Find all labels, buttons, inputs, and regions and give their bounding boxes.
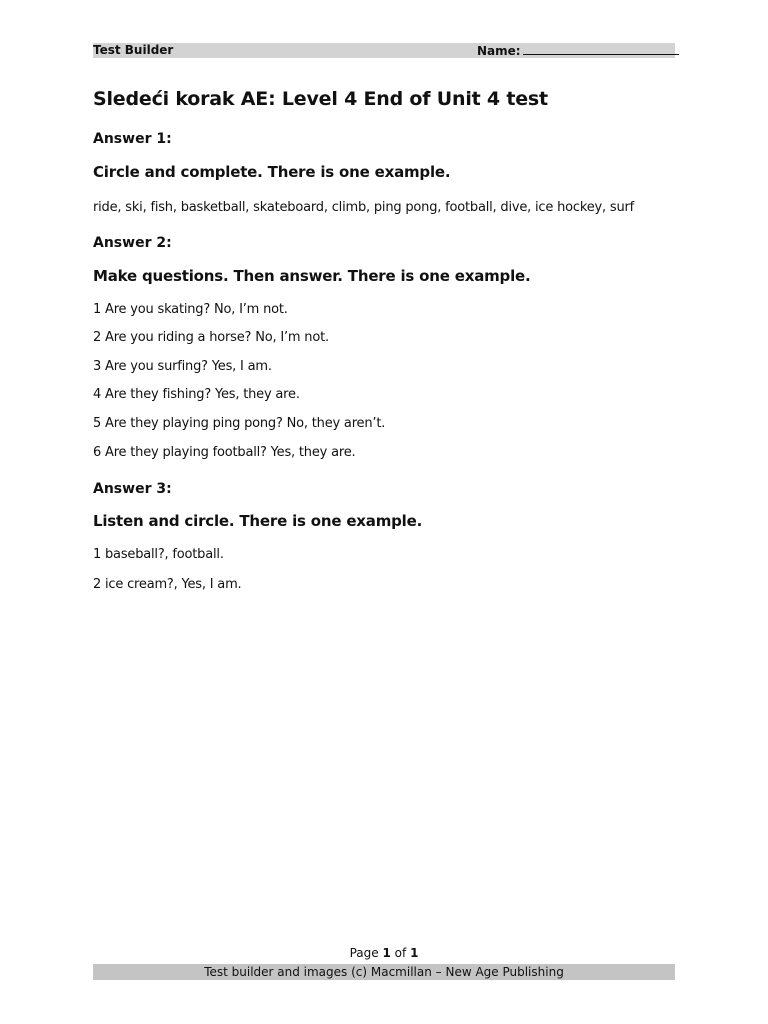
answer-2-line-6: 6 Are they playing football? Yes, they are.: [93, 445, 356, 460]
answer-2-line-2: 2 Are you riding a horse? No, I’m not.: [93, 330, 329, 345]
answer-2-instruction: Make questions. Then answer. There is one example.: [93, 267, 531, 285]
name-blank-line: [523, 43, 679, 55]
header-bar: [93, 43, 675, 58]
answer-2-line-1: 1 Are you skating? No, I’m not.: [93, 302, 288, 317]
answer-2-line-5: 5 Are they playing ping pong? No, they aren’t.: [93, 416, 386, 431]
answer-3-line-2: 2 ice cream?, Yes, I am.: [93, 577, 242, 592]
answer-1-label: Answer 1:: [93, 131, 172, 147]
answer-1-line-1: ride, ski, fish, basketball, skateboard, climb, ping pong, football, dive, ice hockey, surf: [93, 200, 635, 215]
answer-2-line-3: 3 Are you surfing? Yes, I am.: [93, 359, 272, 374]
name-label: Name:: [477, 44, 521, 58]
answer-2-line-4: 4 Are they fishing? Yes, they are.: [93, 387, 300, 402]
page-current: 1: [382, 946, 391, 960]
page-number: [0, 946, 768, 960]
page-of: of: [394, 946, 407, 960]
document-title: Sledeći korak AE: Level 4 End of Unit 4 test: [93, 88, 548, 110]
answer-3-instruction: Listen and circle. There is one example.: [93, 512, 423, 530]
footer-copyright: Test builder and images (c) Macmillan – New Age Publishing: [93, 964, 675, 980]
header-test-builder: Test Builder: [93, 43, 174, 57]
answer-2-label: Answer 2:: [93, 235, 172, 251]
answer-1-instruction: Circle and complete. There is one example.: [93, 163, 451, 181]
answer-3-line-1: 1 baseball?, football.: [93, 547, 224, 562]
answer-3-label: Answer 3:: [93, 481, 172, 497]
header-name-field: [477, 43, 679, 59]
page-prefix: Page: [349, 946, 379, 960]
page-total: 1: [410, 946, 419, 960]
